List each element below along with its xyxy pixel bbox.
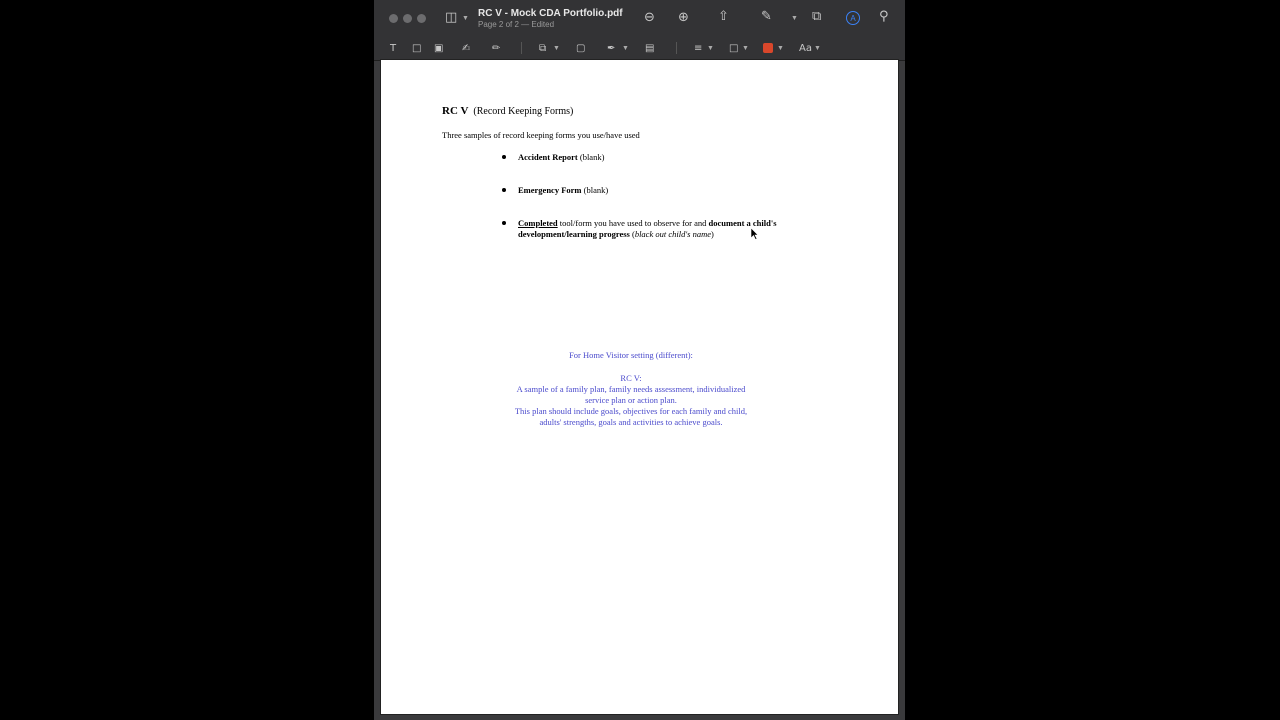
chevron-down-icon[interactable]: ▼ [707, 45, 714, 52]
zoom-out-icon[interactable]: ⊖ [644, 10, 655, 25]
list-item-bold: Emergency Form [518, 185, 582, 195]
intro-text: Three samples of record keeping forms you use/have used [442, 130, 640, 140]
list-item-text: tool/form you have used to observe for and [557, 218, 709, 228]
window-title: RC V - Mock CDA Portfolio.pdf [478, 8, 623, 19]
completed-text: Completed [518, 218, 558, 228]
toolbar-divider [676, 42, 677, 54]
title-bar [374, 0, 905, 36]
heading-subtitle: (Record Keeping Forms) [473, 106, 574, 117]
shapes-icon[interactable]: ⧉ [539, 43, 547, 54]
border-color-icon[interactable]: □ [729, 43, 739, 54]
chevron-down-icon[interactable]: ▼ [553, 45, 560, 52]
zoom-in-icon[interactable]: ⊕ [678, 10, 689, 25]
home-visitor-text: A sample of a family plan, family needs assessment, individualized [516, 384, 746, 394]
home-visitor-label: RC V: [620, 373, 642, 383]
sketch-icon[interactable]: ✍ [462, 43, 471, 54]
share-icon[interactable]: ⇧ [718, 9, 729, 24]
text-box-icon[interactable]: ▢ [576, 43, 586, 54]
list-item [518, 218, 838, 240]
bullet-icon [502, 221, 506, 225]
markup-icon[interactable]: A [846, 11, 860, 25]
rotate-icon[interactable]: ⧉ [812, 9, 822, 24]
border-style-icon[interactable]: ≡ [694, 43, 703, 54]
list-item-bold: development/learning progress [518, 229, 630, 239]
sign-icon[interactable]: ✒ [607, 43, 616, 54]
list-item-text: ( [629, 229, 635, 239]
list-item-bold: Accident Report [518, 152, 578, 162]
home-visitor-text: service plan or action plan. [585, 395, 677, 405]
rect-selection-icon[interactable]: □ [412, 43, 422, 54]
pdf-page[interactable] [380, 59, 899, 715]
note-icon[interactable]: ▤ [645, 43, 655, 54]
list-item-text: (blank) [577, 152, 605, 162]
text-style-icon[interactable]: Aa [799, 43, 812, 54]
preview-window [374, 0, 905, 720]
heading-bold: RC V [442, 105, 469, 117]
draw-icon[interactable]: ✏ [492, 43, 501, 54]
list-item-text: (blank) [581, 185, 609, 195]
pen-icon[interactable]: ✎ [761, 9, 772, 24]
list-item-bold: document a child's [708, 218, 777, 228]
list-item [518, 185, 608, 196]
list-item [518, 152, 604, 163]
fill-color-icon[interactable] [763, 43, 773, 53]
list-item-text: ) [711, 229, 714, 239]
chevron-down-icon[interactable]: ▼ [791, 15, 798, 22]
mouse-cursor-icon [751, 228, 759, 240]
window-subtitle: Page 2 of 2 — Edited [478, 20, 555, 29]
page-heading [442, 105, 573, 117]
sidebar-icon[interactable]: ◫ [445, 10, 458, 25]
chevron-down-icon[interactable]: ▼ [622, 45, 629, 52]
chevron-down-icon[interactable]: ▼ [777, 45, 784, 52]
minimize-window-button[interactable] [403, 14, 412, 23]
markup-toolbar [374, 36, 905, 61]
search-icon[interactable]: ⚲ [879, 9, 889, 24]
bullet-icon [502, 188, 506, 192]
chevron-down-icon[interactable]: ▼ [742, 45, 749, 52]
home-visitor-heading: For Home Visitor setting (different): [569, 350, 693, 360]
chevron-down-icon[interactable]: ▼ [814, 45, 821, 52]
chevron-down-icon[interactable]: ▼ [462, 15, 469, 22]
zoom-window-button[interactable] [417, 14, 426, 23]
home-visitor-text: This plan should include goals, objectives for each family and child, [514, 406, 748, 416]
list-item-italic: black out child's name [634, 229, 711, 239]
bullet-icon [502, 155, 506, 159]
redact-icon[interactable]: ▣ [434, 43, 444, 54]
home-visitor-text: adults' strengths, goals and activities to achieve goals. [539, 417, 723, 427]
toolbar-divider [521, 42, 522, 54]
close-window-button[interactable] [389, 14, 398, 23]
text-selection-icon[interactable]: T [390, 43, 397, 54]
